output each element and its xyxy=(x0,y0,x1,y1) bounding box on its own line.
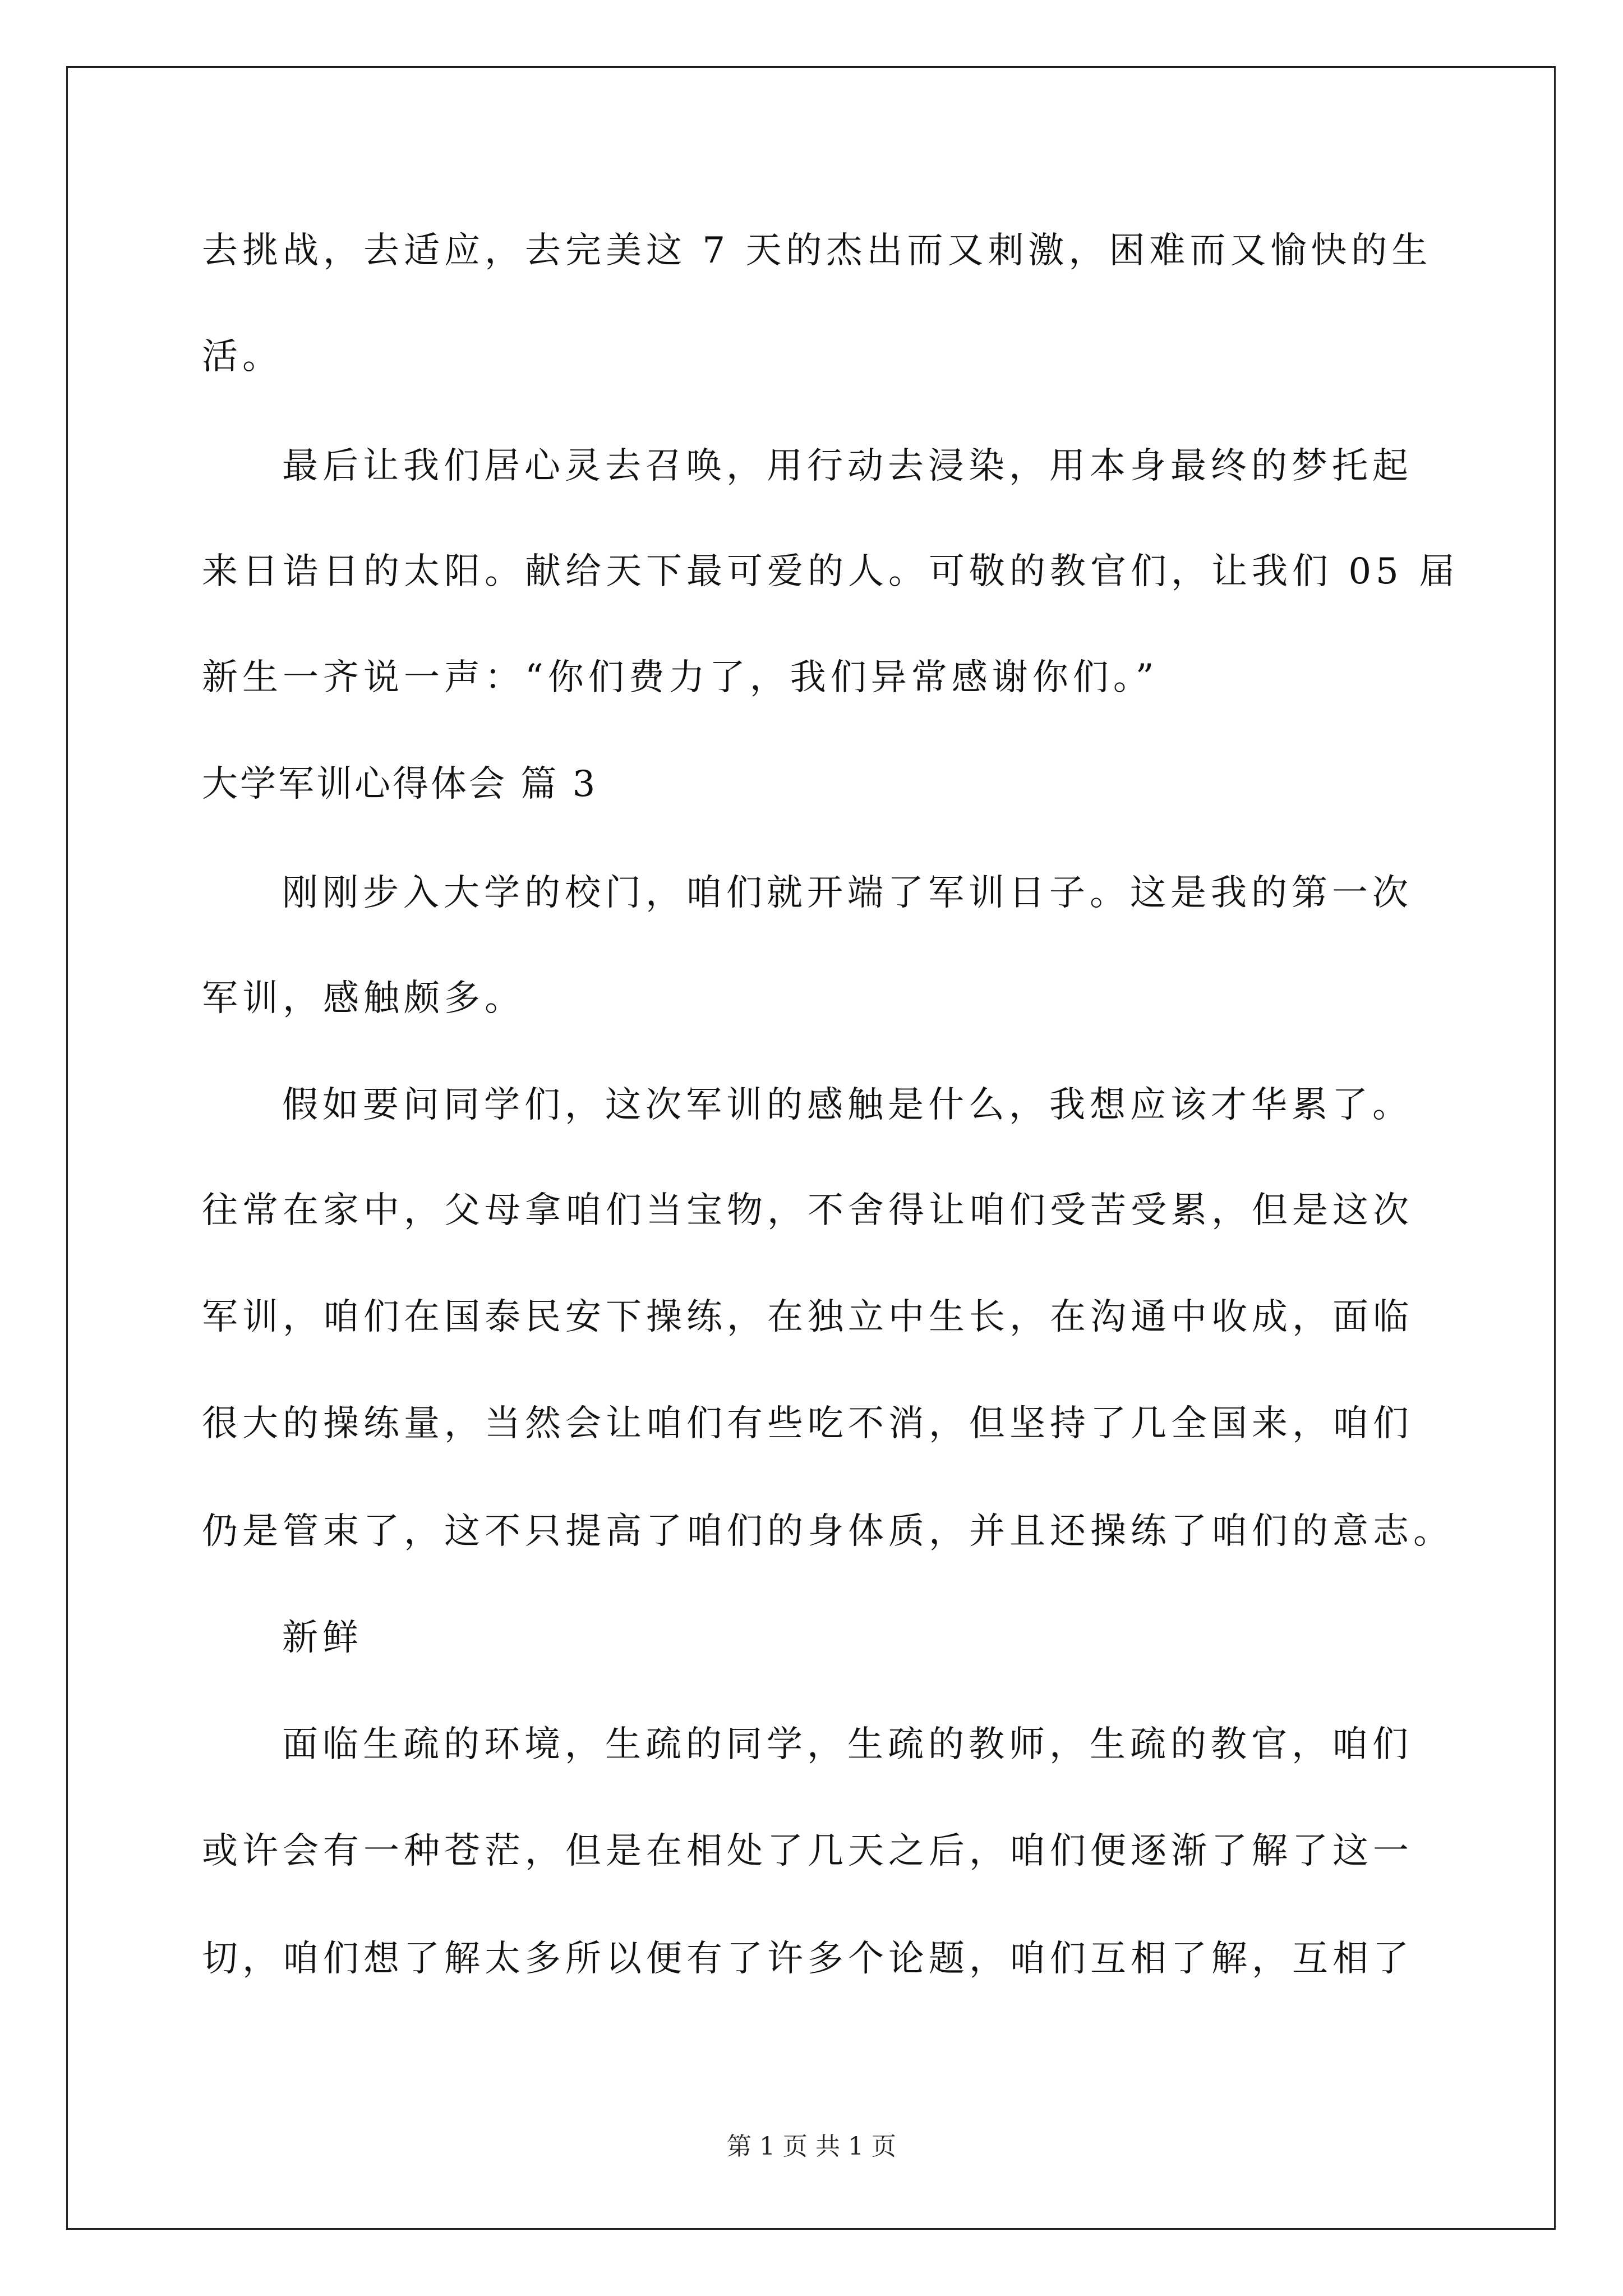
subheading: 新鲜 xyxy=(282,1617,363,1659)
paragraph-start-line: 面临生疏的环境，生疏的同学，生疏的教师，生疏的教官，咱们 xyxy=(282,1724,1413,1765)
body-text-line: 军训，感触颇多。 xyxy=(202,978,525,1019)
paragraph-start-line: 刚刚步入大学的校门，咱们就开端了军训日子。这是我的第一次 xyxy=(282,872,1413,914)
body-text-line: 去挑战，去适应，去完美这 7 天的杰出而又刺激，困难而又愉快的生 xyxy=(202,230,1432,272)
page-number-footer: 第 1 页 共 1 页 xyxy=(727,2132,896,2161)
body-text-line: 来日诰日的太阳。献给天下最可爱的人。可敬的教官们，让我们 05 届 xyxy=(202,551,1460,592)
paragraph-start-line: 最后让我们居心灵去召唤，用行动去浸染，用本身最终的梦托起 xyxy=(282,445,1413,487)
paragraph-start-line: 假如要问同学们，这次军训的感触是什么，我想应该才华累了。 xyxy=(282,1084,1413,1126)
body-text-line: 活。 xyxy=(202,336,283,378)
section-heading: 大学军训心得体会 篇 3 xyxy=(202,763,598,805)
body-text-line: 仍是管束了，这不只提高了咱们的身体质，并且还操练了咱们的意志。 xyxy=(202,1511,1454,1552)
body-text-line: 切，咱们想了解太多所以便有了许多个论题，咱们互相了解，互相了 xyxy=(202,1938,1413,1980)
body-text-line: 很大的操练量，当然会让咱们有些吃不消，但坚持了几全国来，咱们 xyxy=(202,1403,1413,1444)
page-border xyxy=(66,66,1556,2230)
body-text-line: 往常在家中，父母拿咱们当宝物，不舍得让咱们受苦受累，但是这次 xyxy=(202,1190,1413,1231)
body-text-line: 或许会有一种苍茫，但是在相处了几天之后，咱们便逐渐了解了这一 xyxy=(202,1830,1413,1872)
body-text-line: 军训，咱们在国泰民安下操练，在独立中生长，在沟通中收成，面临 xyxy=(202,1296,1413,1338)
body-text-line: 新生一齐说一声：“你们费力了，我们异常感谢你们。” xyxy=(202,657,1159,698)
